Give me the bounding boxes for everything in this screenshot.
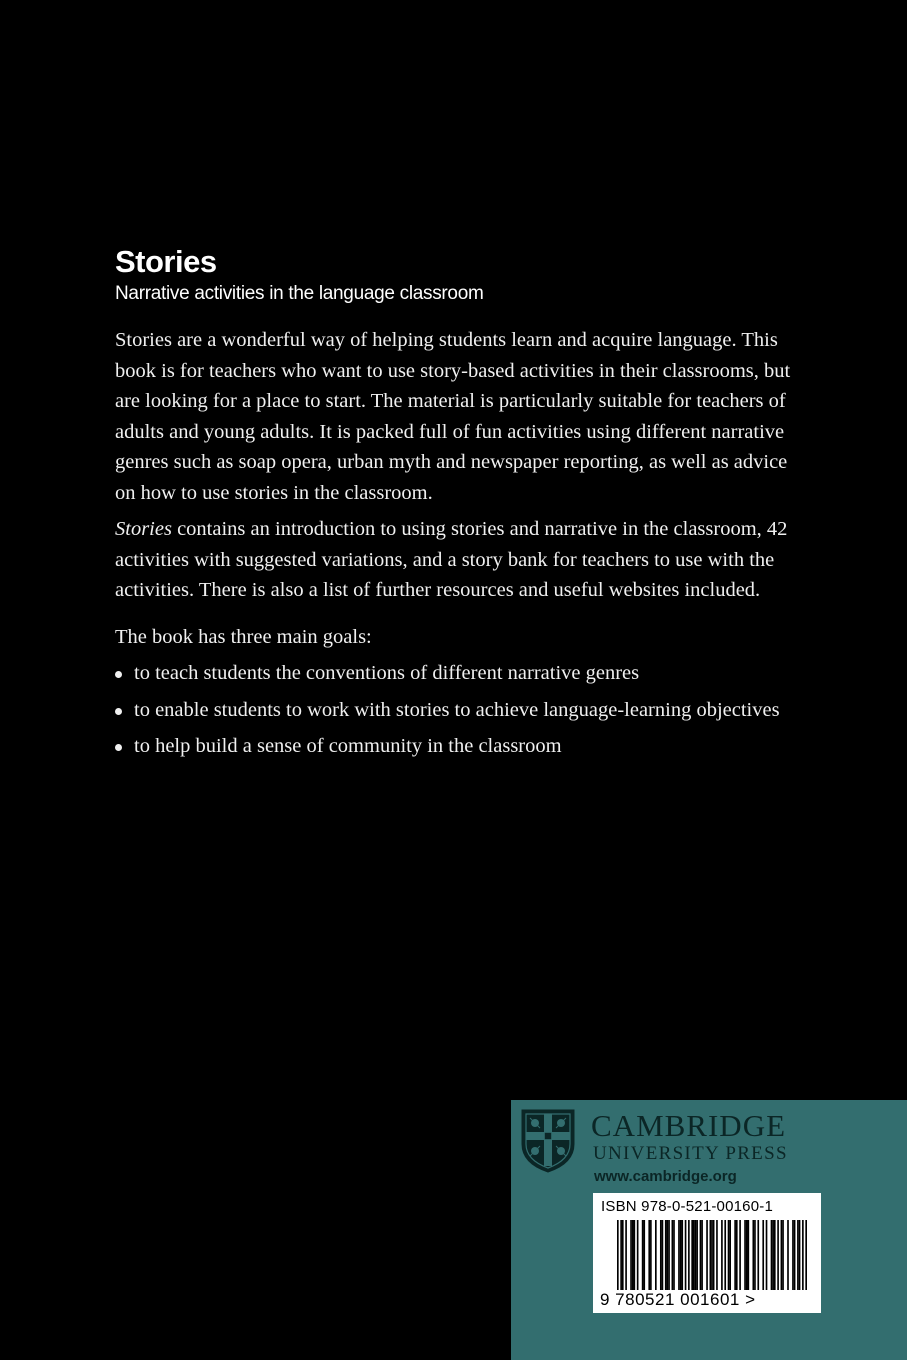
book-title: Stories	[115, 244, 217, 279]
barcode-bar	[662, 1220, 664, 1290]
publisher-name: CAMBRIDGE	[591, 1108, 787, 1143]
barcode-bar	[700, 1220, 702, 1290]
barcode-bar	[792, 1220, 794, 1290]
barcode-bar	[754, 1220, 756, 1290]
barcode-bar	[673, 1220, 675, 1290]
barcode-bar	[797, 1220, 799, 1290]
barcode-bar	[681, 1220, 683, 1290]
barcode-bar	[781, 1220, 783, 1290]
description-paragraph-2	[115, 514, 805, 606]
barcode-bar	[757, 1220, 759, 1290]
barcode-bar	[771, 1220, 773, 1290]
barcode-bar	[713, 1220, 715, 1290]
barcode-bar	[724, 1220, 726, 1290]
barcode-bar	[634, 1220, 636, 1290]
cambridge-shield-icon	[520, 1108, 576, 1174]
barcode-bar	[685, 1220, 687, 1290]
barcode-bar	[782, 1220, 784, 1290]
barcode-bar	[805, 1220, 807, 1290]
barcode-bar	[667, 1220, 669, 1290]
barcode-bar	[701, 1220, 703, 1290]
publisher-website: www.cambridge.org	[594, 1168, 737, 1185]
barcode-bar	[620, 1220, 622, 1290]
barcode-bar	[748, 1220, 750, 1290]
isbn-label: ISBN 978-0-521-00160-1	[601, 1198, 774, 1215]
description	[115, 325, 805, 768]
barcode-bar	[688, 1220, 690, 1290]
barcode-bar	[622, 1220, 624, 1290]
bullet-icon	[115, 708, 122, 715]
barcode-bar	[734, 1220, 736, 1290]
description-paragraph-1: Stories are a wonderful way of helping students learn and acquire language. This book is for teachers who want to use story-based activities in their classrooms, but are looking for a place to start. The material is particularly suitable for teachers of adults and young adults. It is packed full of fun activities using different narrative genres such as soap opera, urban myth and newspaper reporting, as well as advice on how to use stories in the classroom.	[115, 329, 791, 504]
barcode-bar	[693, 1220, 695, 1290]
barcode-bar	[642, 1220, 644, 1290]
barcode-bar	[772, 1220, 774, 1290]
goal-item	[115, 731, 805, 762]
barcode-bar	[660, 1220, 662, 1290]
barcode-bar	[739, 1220, 741, 1290]
barcode-bar	[643, 1220, 645, 1290]
barcode-bar	[799, 1220, 801, 1290]
barcode-bar	[696, 1220, 698, 1290]
goals-list	[115, 658, 805, 762]
barcode-bar	[668, 1220, 670, 1290]
barcode-bar	[728, 1220, 730, 1290]
barcode-bar	[762, 1220, 764, 1290]
barcode-bar	[744, 1220, 746, 1290]
barcode-bar	[736, 1220, 738, 1290]
barcode-bar	[716, 1220, 718, 1290]
barcode-bar	[695, 1220, 697, 1290]
goal-item	[115, 658, 805, 689]
goal-item	[115, 695, 805, 726]
goal-text: to teach students the conventions of different narrative genres	[134, 662, 640, 684]
barcode-bar	[752, 1220, 754, 1290]
barcode-bar	[678, 1220, 680, 1290]
barcode	[593, 1193, 821, 1313]
barcode-bar	[802, 1220, 804, 1290]
barcode-bar	[637, 1220, 639, 1290]
barcode-bar	[650, 1220, 652, 1290]
barcode-bar	[625, 1220, 627, 1290]
barcode-bar	[711, 1220, 713, 1290]
barcode-bar	[665, 1220, 667, 1290]
barcode-bar	[787, 1220, 789, 1290]
publisher-subtitle: UNIVERSITY PRESS	[593, 1143, 788, 1164]
barcode-bar	[710, 1220, 712, 1290]
barcode-bar	[794, 1220, 796, 1290]
barcode-bar	[680, 1220, 682, 1290]
barcode-bar	[766, 1220, 768, 1290]
barcode-bar	[746, 1220, 748, 1290]
bullet-icon	[115, 671, 122, 678]
barcode-bar	[729, 1220, 731, 1290]
barcode-bar	[706, 1220, 708, 1290]
book-title-italic: Stories	[115, 518, 172, 540]
barcode-bar	[630, 1220, 632, 1290]
goals-intro: The book has three main goals:	[115, 625, 372, 648]
barcode-digits: 9 780521 001601 >	[600, 1290, 756, 1309]
barcode-bar	[655, 1220, 657, 1290]
barcode-bar	[632, 1220, 634, 1290]
barcode-bar	[774, 1220, 776, 1290]
barcode-bar	[721, 1220, 723, 1290]
publisher-panel	[511, 1100, 907, 1360]
book-subtitle: Narrative activities in the language classroom	[115, 283, 484, 304]
description-paragraph-2-text: contains an introduction to using stories and narrative in the classroom, 42 activities with suggested variations, and a story bank for teachers to use with the activities. There is also a list of further resources and useful websites included.	[115, 518, 788, 601]
goal-text: to help build a sense of community in the classroom	[134, 735, 562, 757]
barcode-bar	[691, 1220, 693, 1290]
bullet-icon	[115, 744, 122, 751]
barcode-bar	[617, 1220, 619, 1290]
goal-text: to enable students to work with stories to achieve language-learning objectives	[134, 698, 780, 721]
barcode-bar	[648, 1220, 650, 1290]
barcode-bar	[672, 1220, 674, 1290]
barcode-bar	[777, 1220, 779, 1290]
barcode-bars	[617, 1220, 807, 1290]
